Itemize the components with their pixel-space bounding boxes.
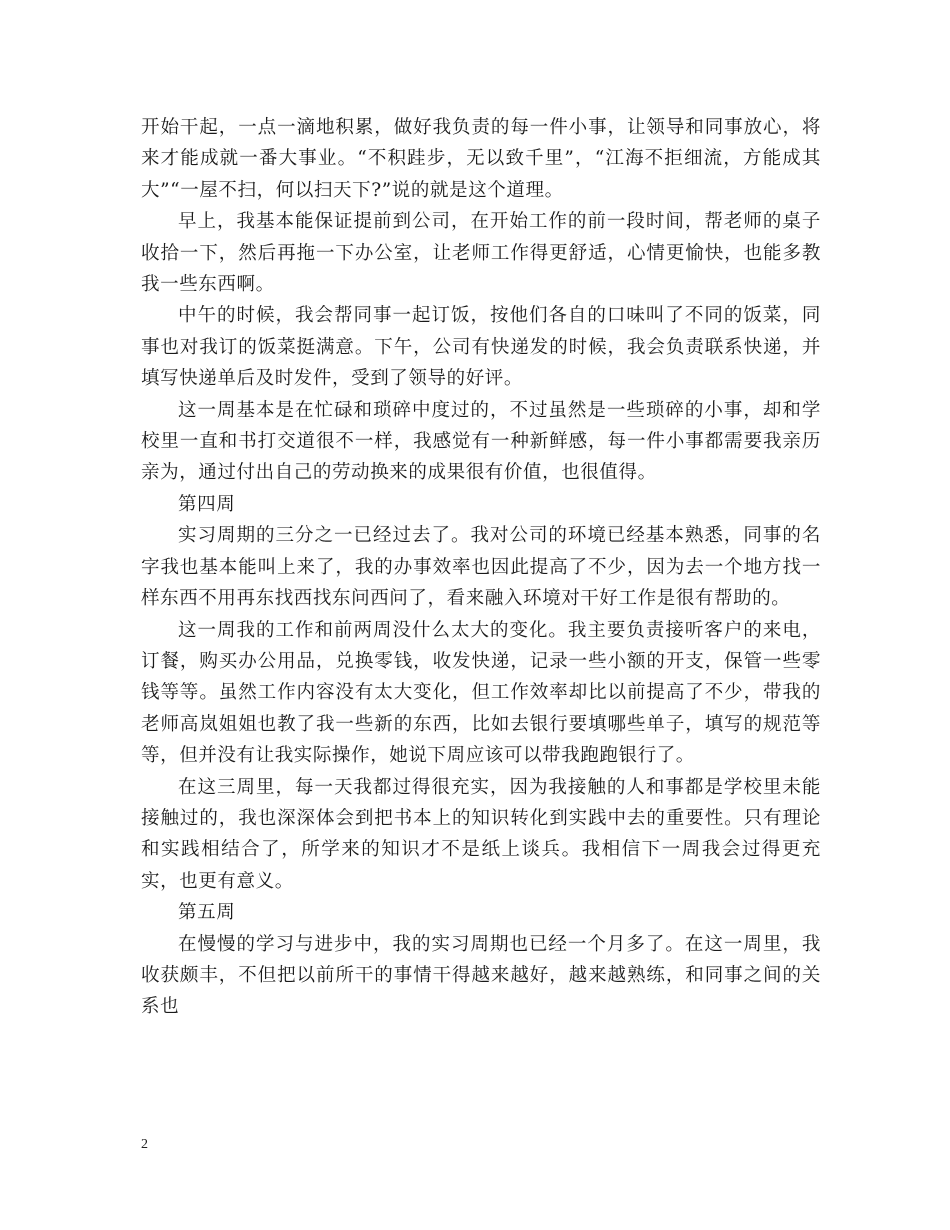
paragraph-three-weeks-reflection: 在这三周里，每一天我都过得很充实，因为我接触的人和事都是学校里未能接触过的，我也深深体会到把书本上的知识转化到实践中去的重要性。只有理论和实践相结合了，所学来的知识才不是纸上谈兵。我相信下一周我会过得更充实，也更有意义。 bbox=[141, 776, 821, 892]
section-heading-week-five: 第五周 bbox=[178, 902, 236, 924]
document-body bbox=[141, 112, 821, 1023]
paragraph-week-summary: 这一周基本是在忙碌和琐碎中度过的，不过虽然是一些琐碎的小事，却和学校里一直和书打交道很不一样，我感觉有一种新鲜感，每一件小事都需要我亲历亲为，通过付出自己的劳动换来的成果很有价值，也很值得。 bbox=[141, 399, 821, 484]
paragraph-noon: 中午的时候，我会帮同事一起订饭，按他们各自的口味叫了不同的饭菜，同事也对我订的饭菜挺满意。下午，公司有快递发的时候，我会负责联系快递，并填写快递单后及时发件，受到了领导的好评。 bbox=[141, 305, 821, 390]
paragraph-morning: 早上，我基本能保证提前到公司，在开始工作的前一段时间，帮老师的桌子收拾一下，然后再拖一下办公室，让老师工作得更舒适，心情更愉快，也能多教我一些东西啊。 bbox=[141, 211, 821, 296]
paragraph-continuation: 开始干起，一点一滴地积累，做好我负责的每一件小事，让领导和同事放心，将来才能成就一番大事业。“不积跬步，无以致千里”，“江海不拒细流，方能成其大”“一屋不扫，何以扫天下?”说的就是这个道理。 bbox=[141, 117, 821, 201]
section-heading-week-four: 第四周 bbox=[178, 493, 236, 515]
paragraph-week-five-intro: 在慢慢的学习与进步中，我的实习周期也已经一个月多了。在这一周里，我收获颇丰，不但把以前所干的事情干得越来越好，越来越熟练，和同事之间的关系也 bbox=[141, 933, 821, 1018]
paragraph-week-four-intro: 实习周期的三分之一已经过去了。我对公司的环境已经基本熟悉，同事的名字我也基本能叫上来了，我的办事效率也因此提高了不少，因为去一个地方找一样东西不用再东找西找东问西问了，看来融入环境对干好工作是很有帮助的。 bbox=[141, 525, 821, 610]
page-number: 2 bbox=[141, 1137, 148, 1152]
paragraph-week-four-work: 这一周我的工作和前两周没什么太大的变化。我主要负责接听客户的来电，订餐，购买办公用品，兑换零钱，收发快递，记录一些小额的开支，保管一些零钱等等。虽然工作内容没有太大变化，但工作效率却比以前提高了不少，带我的老师高岚姐姐也教了我一些新的东西，比如去银行要填哪些单子，填写的规范等等，但并没有让我实际操作，她说下周应该可以带我跑跑银行了。 bbox=[141, 619, 821, 767]
